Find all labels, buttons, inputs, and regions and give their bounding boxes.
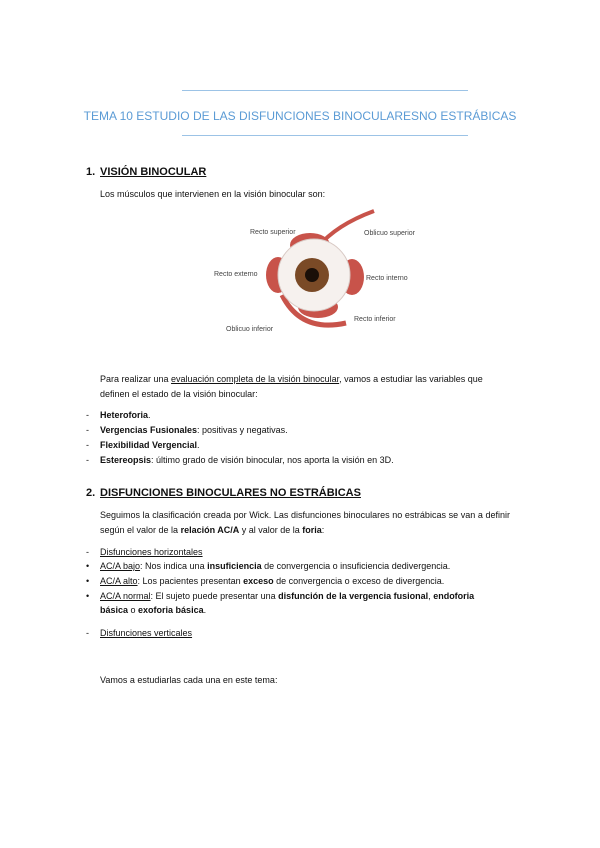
para-pre: Para realizar una (100, 374, 172, 384)
list-item-vertical: - Disfunciones verticales (86, 628, 193, 638)
eye-muscles-figure (206, 205, 432, 337)
term: Estereopsis (100, 455, 152, 465)
label-recto-inferior: Recto inferior (354, 316, 396, 323)
list-item-horizontal: - Disfunciones horizontales (86, 547, 203, 557)
label-recto-externo: Recto externo (214, 271, 258, 278)
section-1-number: 1. (86, 166, 96, 178)
para-link: evaluación completa de la visión binocular (171, 374, 340, 384)
label-recto-interno: Recto interno (366, 275, 408, 282)
list-item-estereopsis: - Estereopsis: último grado de visión binocular, nos aporta la visión en 3D. (86, 455, 394, 465)
label-oblicuo-superior: Oblicuo superior (364, 230, 415, 237)
section-1-paragraph (100, 372, 510, 402)
top-rule (182, 90, 468, 91)
pupil (305, 268, 319, 282)
term: Flexibilidad Vergencial (100, 440, 198, 450)
section-2-intro: Seguimos la clasificación creada por Wick. Las disfunciones binoculares no estrábicas se van a definir según el valor de la relación AC/A y al valor de la foria: (100, 510, 510, 535)
list-item-ac-normal: • AC/A normal: El sujeto puede presentar una disfunción de la vergencia fusional, endoforia básica o exoforia básica. (86, 591, 475, 615)
para-post: , vamos a estudiar las variables que definen el estado de la visión binocular: (100, 374, 483, 399)
label-recto-superior: Recto superior (250, 229, 296, 236)
section-2-number: 2. (86, 487, 96, 499)
label-oblicuo-inferior: Oblicuo inferior (226, 326, 274, 333)
list-item-heteroforia: - Heteroforia. (86, 410, 151, 420)
section-1-heading (86, 166, 206, 178)
list-item-ac-alto: • AC/A alto: Los pacientes presentan exceso de convergencia o exceso de divergencia. (86, 576, 445, 586)
list-item-ac-bajo: • AC/A bajo: Nos indica una insuficiencia de convergencia o insuficiencia dedivergencia. (86, 561, 451, 571)
page-title: TEMA 10 ESTUDIO DE LAS DISFUNCIONES BINOCULARESNO ESTRÁBICAS (83, 109, 517, 123)
term: Vergencias Fusionales (100, 425, 198, 435)
list-item-vergencias: - Vergencias Fusionales: positivas y negativas. (86, 425, 288, 435)
section-2-title: DISFUNCIONES BINOCULARES NO ESTRÁBICAS (100, 487, 361, 499)
list-item-flexibilidad: - Flexibilidad Vergencial. (86, 440, 200, 450)
section-2-heading (86, 487, 361, 499)
section-1-intro: Los músculos que intervienen en la visión binocular son: (100, 189, 326, 199)
bottom-rule (182, 135, 468, 136)
section-1-title: VISIÓN BINOCULAR (100, 166, 207, 178)
term: Heteroforia (100, 410, 149, 420)
closing-line: Vamos a estudiarlas cada una en este tema: (100, 675, 278, 685)
